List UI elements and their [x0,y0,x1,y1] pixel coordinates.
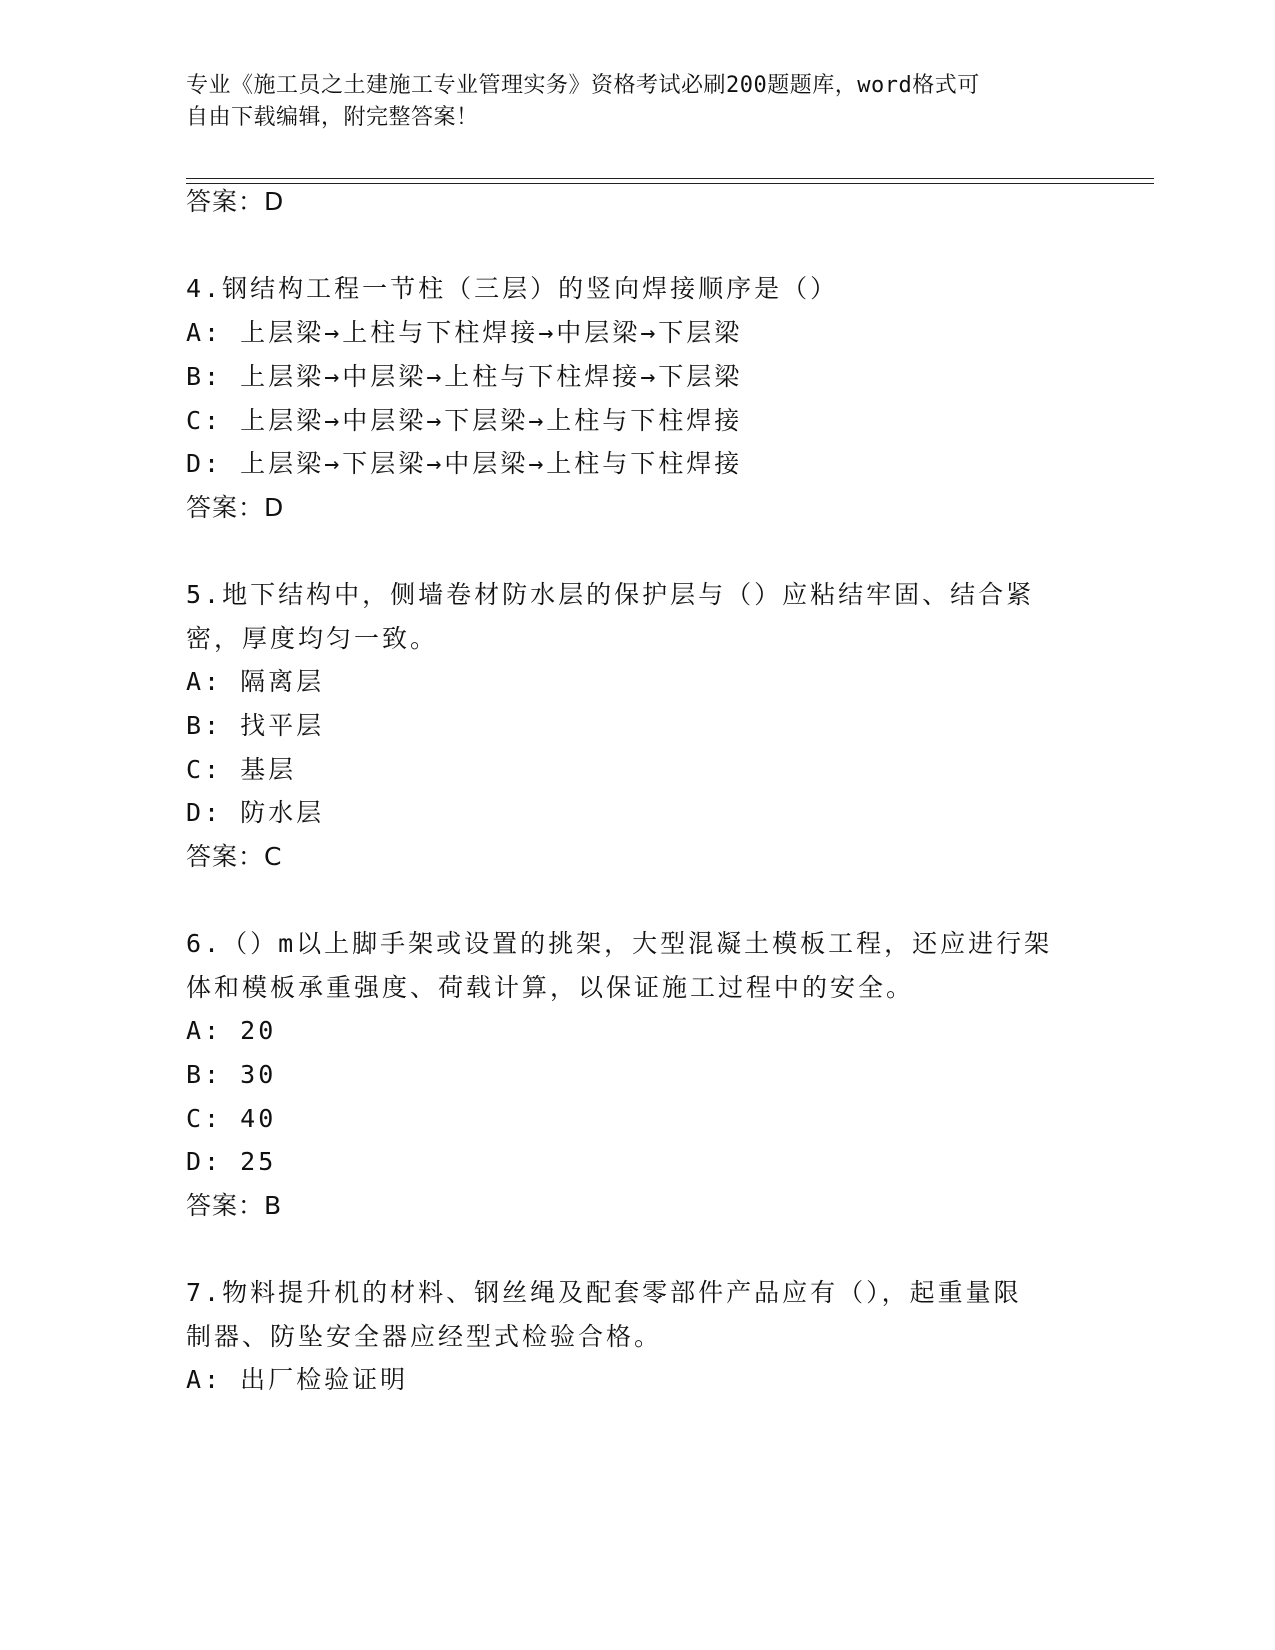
question-6-stem-line-2: 体和模板承重强度、荷载计算，以保证施工过程中的安全。 [186,973,915,1002]
question-4-option-b: B: 上层梁→中层梁→上柱与下柱焊接→下层梁 [186,362,743,391]
question-4-option-d: D: 上层梁→下层梁→中层梁→上柱与下柱焊接 [186,449,743,478]
question-6-option-d: D: 25 [186,1147,277,1176]
question-5-option-a: A: 隔离层 [186,667,325,696]
question-4-option-a: A: 上层梁→上柱与下柱焊接→中层梁→下层梁 [186,318,743,347]
question-4-option-c: C: 上层梁→中层梁→下层梁→上柱与下柱焊接 [186,406,743,435]
question-7-stem-line-1: 7.物料提升机的材料、钢丝绳及配套零部件产品应有（），起重量限 [186,1278,1022,1307]
header-divider-bottom [186,183,1154,184]
answer-q4: 答案：D [186,493,285,522]
header-divider-top [186,178,1154,179]
question-4-stem: 4.钢结构工程一节柱（三层）的竖向焊接顺序是（） [186,274,839,303]
document-header [186,70,1066,134]
question-6-option-a: A: 20 [186,1016,277,1045]
question-6-stem-line-1: 6.（）m以上脚手架或设置的挑架，大型混凝土模板工程，还应进行架 [186,929,1053,958]
question-5-stem-line-2: 密，厚度均匀一致。 [186,624,439,653]
question-7-option-a: A: 出厂检验证明 [186,1365,409,1394]
answer-q6: 答案：B [186,1191,283,1220]
answer-q5: 答案：C [186,842,283,871]
header-line-2: 自由下载编辑，附完整答案！ [186,105,479,130]
question-7-stem-line-2: 制器、防坠安全器应经型式检验合格。 [186,1322,663,1351]
question-5-option-c: C: 基层 [186,755,297,784]
question-5-option-b: B: 找平层 [186,711,325,740]
question-5-stem-line-1: 5.地下结构中，侧墙卷材防水层的保护层与（）应粘结牢固、结合紧 [186,580,1035,609]
question-5-option-d: D: 防水层 [186,798,325,827]
question-6-option-b: B: 30 [186,1060,277,1089]
question-6-option-c: C: 40 [186,1104,277,1133]
answer-q3: 答案：D [186,187,285,216]
header-line-1: 专业《施工员之土建施工专业管理实务》资格考试必刷200题题库，word格式可 [186,73,980,98]
